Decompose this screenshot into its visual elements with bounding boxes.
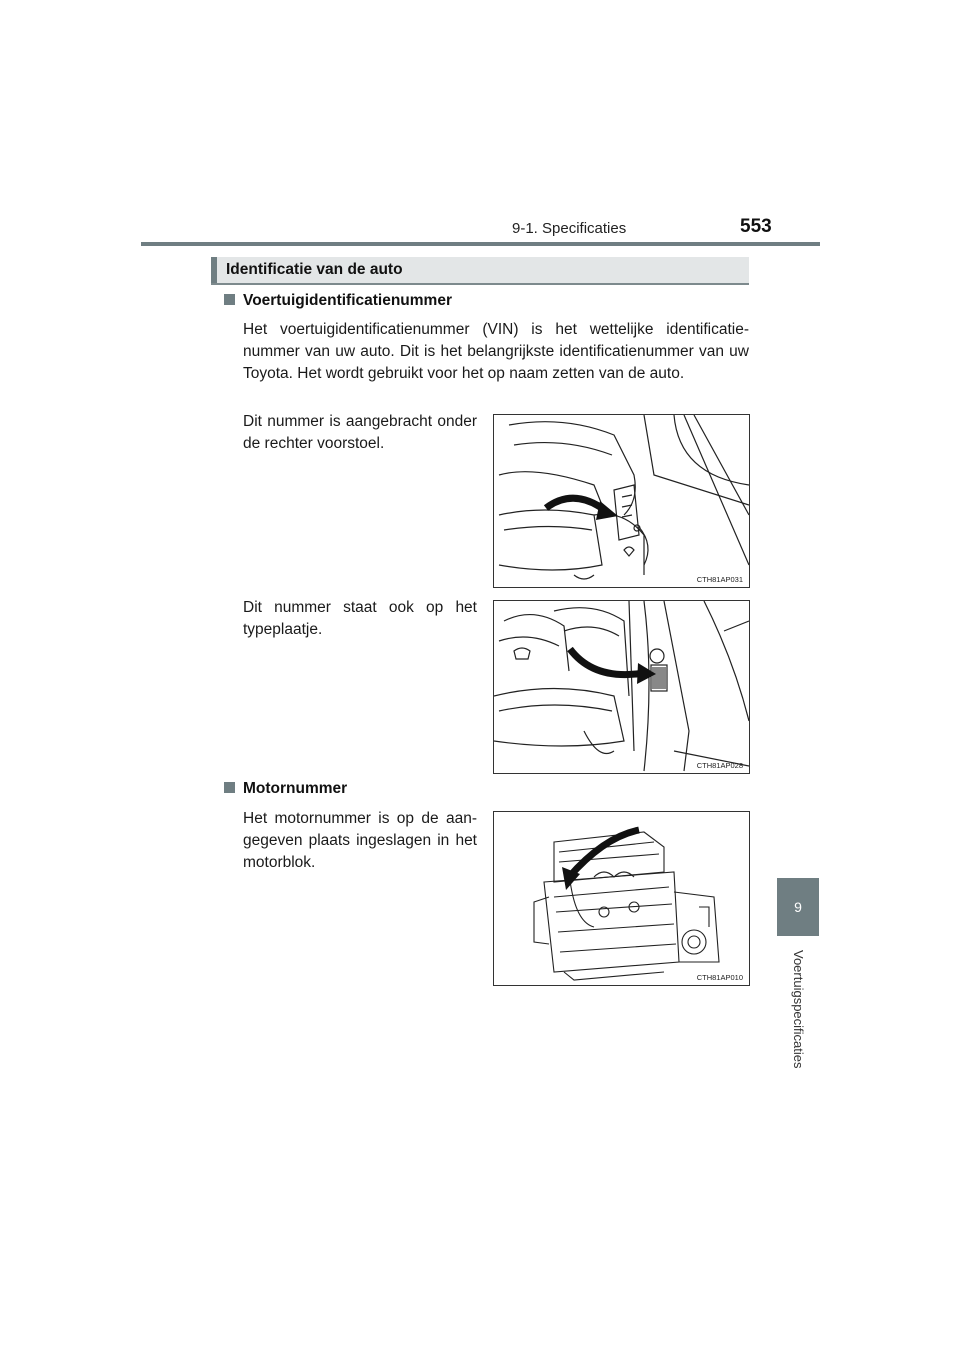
subheading-vin-text: Voertuigidentificatienummer [243,292,452,309]
section-heading: Identificatie van de auto [226,261,403,278]
chapter-number: 9 [794,899,802,915]
square-bullet-icon [224,782,235,793]
page-number: 553 [740,216,772,237]
section-heading-accent [211,257,217,283]
chapter-label [751,950,845,1085]
subheading-engine [224,780,347,798]
vin-location-plate-text: Dit nummer staat ook op het typeplaatje. [243,599,477,638]
square-bullet-icon [224,294,235,305]
chapter-label-text: Voertuigspecificaties [791,950,806,1069]
subheading-engine-text: Motornummer [243,780,348,797]
running-header-section: 9-1. Specificaties [512,220,627,237]
figure-1-code: CTH81AP031 [696,575,743,584]
header-rule [141,242,820,246]
vin-intro-paragraph: Het voertuigidentificatienummer (VIN) is het wettelijke identificatie- nummer van uw auto. Dit is het belangrijkste identificatienummer van uw Toyota. Het wordt gebruikt voor het op naam zetten van de auto. [243,321,749,382]
figure-2-code: CTH81AP028 [696,761,743,770]
figure-vin-under-seat [493,414,750,588]
seat-floor-illustration [494,415,749,587]
figure-engine-number [493,811,750,986]
vin-location-seat-text: Dit nummer is aangebracht onder de rechter voorstoel. [243,413,477,452]
section-heading-bar [211,257,749,285]
chapter-tab [777,878,819,936]
subheading-vin [224,292,452,310]
engine-number-text: Het motornummer is op de aan- gegeven plaats ingeslagen in het motorblok. [243,810,477,871]
figure-3-code: CTH81AP010 [696,973,743,982]
door-pillar-illustration [494,601,749,773]
figure-vin-type-plate [493,600,750,774]
engine-block-illustration [494,812,749,985]
